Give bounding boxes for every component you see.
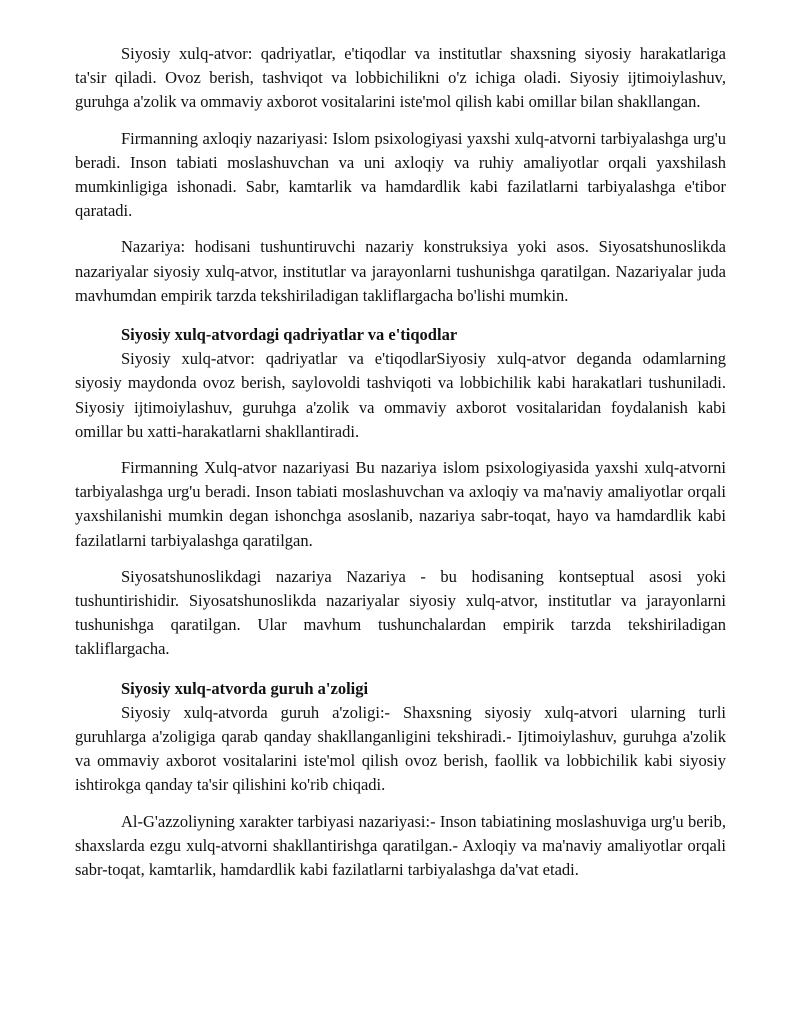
- paragraph-section1-firmann: Firmanning Xulq-atvor nazariyasi Bu nazariya islom psixologiyasida yaxshi xulq-atvorni tarbiyalashga urg'u beradi. Inson tabiati moslashuvchan va axloqiy va ma'naviy amaliyotlar orqali yaxshilanishi mumkin degan ishonchga asoslanib, nazariya sabr-toqat, hayo va hamdardlik kabi fazilatlarni tarbiyalashga qaratilgan.: [75, 458, 726, 550]
- section-heading-values-beliefs: Siyosiy xulq-atvordagi qadriyatlar va e'tiqodlar: [121, 325, 458, 345]
- paragraph-section2-ghazali: Al-G'azzoliyning xarakter tarbiyasi nazariyasi:- Inson tabiatining moslashuviga urg'u berib, shaxslarda ezgu xulq-atvorni shakllantirishga qaratilgan.- Axloqiy va ma'naviy amaliyotlar orqali sabr-toqat, kamtarlik, hamdardlik kabi fazilatlarni tarbiyalashga da'vat etadi.: [75, 811, 726, 880]
- paragraph-theory-definition: Nazariya: hodisani tushuntiruvchi nazariy konstruksiya yoki asos. Siyosatshunoslikda nazariyalar siyosiy xulq-atvor, institutlar va jarayonlarni tushunishga qaratilgan. Nazariyalar juda mavhumdan empirik tarzda tekshiriladigan takliflargacha bo'lishi mumkin.: [75, 237, 726, 305]
- paragraph-section1-behavior: Siyosiy xulq-atvor: qadriyatlar va e'tiqodlarSiyosiy xulq-atvor deganda odamlarning siyosiy maydonda ovoz berish, saylovoldi tashviqoti va lobbichilik kabi harakatlari tushuniladi. Siyosiy ijtimoiylashuv, guruhga a'zolik va ommaviy axborot vositalaridan foydalanish kabi omillar bu xatti-harakatlarni shakllantiradi.: [75, 349, 726, 441]
- paragraph-firmann-moral-theory: Firmanning axloqiy nazariyasi: Islom psixologiyasi yaxshi xulq-atvorni tarbiyalashga urg'u beradi. Inson tabiati moslashuvchan va uni axloqiy va ruhiy amaliyotlar orqali yaxshilash mumkinligiga ishonadi. Sabr, kamtarlik va hamdardlik kabi fazilatlarni tarbiyalashga e'tibor qaratadi.: [75, 128, 726, 221]
- section-heading-group-membership: Siyosiy xulq-atvorda guruh a'zoligi: [121, 678, 369, 698]
- paragraph-section1-theory: Siyosatshunoslikdagi nazariya Nazariya - bu hodisaning kontseptual asosi yoki tushuntirishidir. Siyosatshunoslikda nazariyalar siyosiy xulq-atvor, institutlar va jarayonlarni tushunishga qaratilgan. Ular mavhum tushunchalardan empirik tarzda tekshiriladigan takliflargacha.: [75, 566, 726, 659]
- paragraph-political-behavior: Siyosiy xulq-atvor: qadriyatlar, e'tiqodlar va institutlar shaxsning siyosiy harakatlariga ta'sir qiladi. Ovoz berish, tashviqot va lobbichilikni o'z ichiga oladi. Siyosiy ijtimoiylashuv, guruhga a'zolik va ommaviy axborot vositalarini iste'mol qilish kabi omillar bilan shakllangan.: [75, 44, 726, 112]
- document-page: [75, 42, 726, 882]
- paragraph-section2-group: Siyosiy xulq-atvorda guruh a'zoligi:- Shaxsning siyosiy xulq-atvori ularning turli guruhlarga a'zoligiga qarab qanday shakllanganligini tekshiradi.- Ijtimoiylashuv, guruhga a'zolik va ommaviy axborot vositalarini iste'mol qilish ovoz berish, faollik va lobbichilik kabi siyosiy ishtirokga qanday ta'sir qilishini ko'rib chiqadi.: [75, 702, 726, 795]
